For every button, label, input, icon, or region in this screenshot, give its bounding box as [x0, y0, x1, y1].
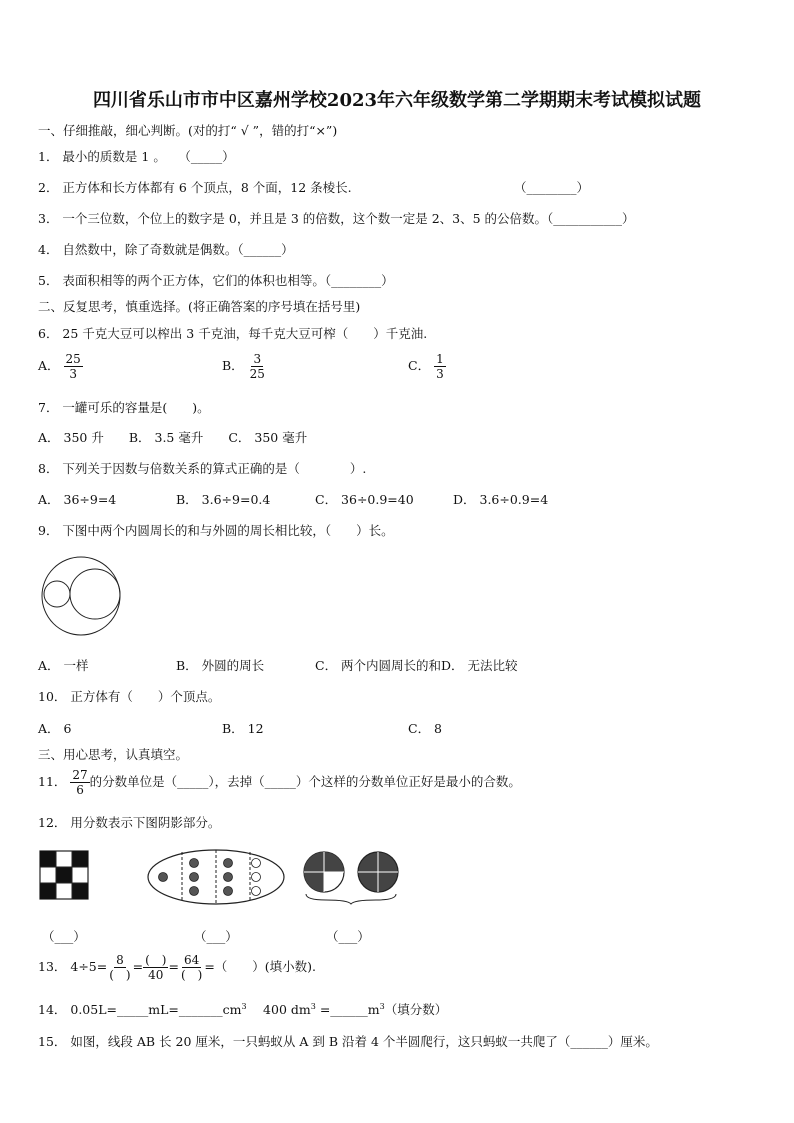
q14-unit-3: m	[367, 1002, 380, 1017]
question-13	[38, 953, 316, 982]
section1-heading: 一、仔细推敲，细心判断。(对的打“ √ ”，错的打“×”)	[38, 123, 338, 138]
q8-option-b: B． 3.6÷9=0.4	[176, 492, 271, 507]
inner-circle-large	[70, 569, 120, 619]
dot-filled	[224, 873, 233, 882]
question-5: 5． 表面积相等的两个正方体，它们的体积也相等。（________）	[38, 273, 394, 288]
page-title: 四川省乐山市市中区嘉州学校2023年六年级数学第二学期期末考试模拟试题	[92, 90, 702, 111]
q11-numerator: 27	[72, 768, 88, 782]
quarter-shaded	[304, 852, 324, 872]
q11-prefix: 11．	[38, 774, 67, 789]
q6-a-fraction	[64, 352, 83, 381]
q14-sup-2: 3	[310, 1001, 316, 1011]
q6-c-denominator: 3	[436, 367, 444, 381]
q13-f3-denominator: ( )	[180, 968, 203, 982]
dot-filled	[190, 873, 199, 882]
q11-fraction	[70, 768, 89, 797]
q13-equals-2: =	[168, 959, 179, 974]
dot-filled	[190, 887, 199, 896]
dot-filled	[224, 887, 233, 896]
q9-option-c: C． 两个内圆周长的和D． 无法比较	[315, 658, 518, 673]
q13-fraction-2	[143, 953, 168, 982]
question-4: 4． 自然数中，除了奇数就是偶数。（______）	[38, 242, 294, 257]
q13-fraction-1	[107, 953, 132, 982]
question-12: 12． 用分数表示下图阴影部分。	[38, 815, 221, 830]
q12-grid-figure	[40, 851, 88, 899]
q6-b-fraction	[248, 352, 267, 381]
outer-circle	[42, 557, 120, 635]
q6-b-label: B．	[222, 358, 244, 373]
question-1: 1． 最小的质数是 1 。 （_____）	[38, 149, 235, 164]
question-11	[38, 768, 521, 797]
q14-unit-2: m	[298, 1002, 311, 1017]
question-10: 10． 正方体有（ ）个顶点。	[38, 689, 221, 704]
q14-part-d: （填分数）	[384, 1002, 448, 1017]
q13-prefix: 13． 4÷5=	[38, 959, 108, 974]
section3-heading: 三、用心思考，认真填空。	[38, 747, 189, 762]
grid-cell-shaded	[40, 851, 56, 867]
grid-cell-shaded	[40, 883, 56, 899]
q6-c-fraction	[434, 352, 446, 381]
q12-blank-3: （___）	[326, 929, 370, 944]
dot-filled	[224, 859, 233, 868]
q14-sup-3: 3	[379, 1001, 385, 1011]
q13-f2-denominator: 40	[148, 968, 164, 982]
q6-b-denominator: 25	[249, 367, 265, 381]
q13-f1-numerator: 8	[116, 953, 124, 967]
section2-heading: 二、反复思考，慎重选择。(将正确答案的序号填在括号里)	[38, 299, 361, 314]
dot-filled	[190, 859, 199, 868]
q13-f1-denominator: ( )	[109, 968, 131, 982]
question-2: 2． 正方体和长方体都有 6 个顶点，8 个面，12 条棱长.	[38, 180, 352, 195]
q14-sup-1: 3	[241, 1001, 247, 1011]
q13-suffix: =（ ）(填小数).	[204, 959, 317, 974]
q14-part-b: 400 d	[246, 1002, 299, 1017]
q6-c-numerator: 1	[436, 352, 444, 366]
q6-a-numerator: 25	[65, 352, 81, 366]
q9-circles-figure	[40, 555, 124, 639]
question-6: 6． 25 千克大豆可以榨出 3 千克油，每千克大豆可榨（ ）千克油.	[38, 326, 428, 341]
question-15: 15． 如图，线段 AB 长 20 厘米，一只蚂蚁从 A 到 B 沿着 4 个半圆爬行，这只蚂蚁一共爬了（______）厘米。	[38, 1034, 658, 1049]
quarter-shaded	[324, 852, 344, 872]
dot-empty	[252, 887, 261, 896]
grid-cell-shaded	[56, 867, 72, 883]
q13-fraction-3	[179, 953, 204, 982]
q11-text: 的分数单位是（_____），去掉（_____）个这样的分数单位正好是最小的合数。	[89, 774, 521, 789]
q12-blank-2: （___）	[194, 929, 238, 944]
q8-option-c: C． 36÷0.9=40	[315, 492, 414, 507]
q9-option-a: A． 一样	[38, 658, 89, 673]
brace	[306, 894, 396, 904]
question-3: 3． 一个三位数，个位上的数字是 0，并且是 3 的倍数，这个数一定是 2、3、5 的公倍数。（___________）	[38, 211, 635, 226]
q11-denominator: 6	[76, 783, 84, 797]
question-14	[38, 1000, 447, 1018]
grid-cell-shaded	[72, 851, 88, 867]
q10-option-a: A． 6	[38, 721, 72, 736]
question-8: 8． 下列关于因数与倍数关系的算式正确的是（ ）.	[38, 461, 367, 476]
q6-option-c	[408, 352, 446, 381]
q8-option-d: D． 3.6÷0.9=4	[453, 492, 549, 507]
question-2-blank: （________）	[514, 180, 590, 195]
q6-c-label: C．	[408, 358, 431, 373]
dot-empty	[252, 873, 261, 882]
q14-unit-1: m	[229, 1002, 242, 1017]
question-7: 7． 一罐可乐的容量是( )。	[38, 400, 210, 415]
dot-filled	[159, 873, 168, 882]
inner-circle-small	[44, 581, 70, 607]
q12-ellipse-dots-figure	[146, 848, 286, 908]
q12-quarter-circles-figure	[302, 850, 402, 905]
q6-option-b	[222, 352, 267, 381]
q12-blank-1: （___）	[42, 929, 86, 944]
q8-option-a: A． 36÷9=4	[38, 492, 117, 507]
q6-a-denominator: 3	[69, 367, 77, 381]
q10-option-c: C． 8	[408, 721, 442, 736]
dot-empty	[252, 859, 261, 868]
q14-part-a: 14． 0.05L=_____mL=_______c	[38, 1002, 230, 1017]
q6-a-label: A．	[38, 358, 60, 373]
grid-cell-shaded	[72, 883, 88, 899]
q13-equals-1: =	[132, 959, 144, 974]
quarter-shaded	[304, 872, 324, 892]
q13-f3-numerator: 64	[184, 953, 200, 967]
question-9: 9． 下图中两个内圆周长的和与外圆的周长相比较，（ ）长。	[38, 523, 394, 538]
q6-option-a	[38, 352, 83, 381]
q13-f2-numerator: ( )	[145, 953, 167, 967]
q9-option-b: B． 外圆的周长	[176, 658, 265, 673]
q6-b-numerator: 3	[253, 352, 262, 366]
q10-option-b: B． 12	[222, 721, 264, 736]
question-7-options: A． 350 升 B． 3.5 毫升 C． 350 毫升	[38, 430, 308, 445]
q14-part-c: =______	[315, 1002, 368, 1017]
